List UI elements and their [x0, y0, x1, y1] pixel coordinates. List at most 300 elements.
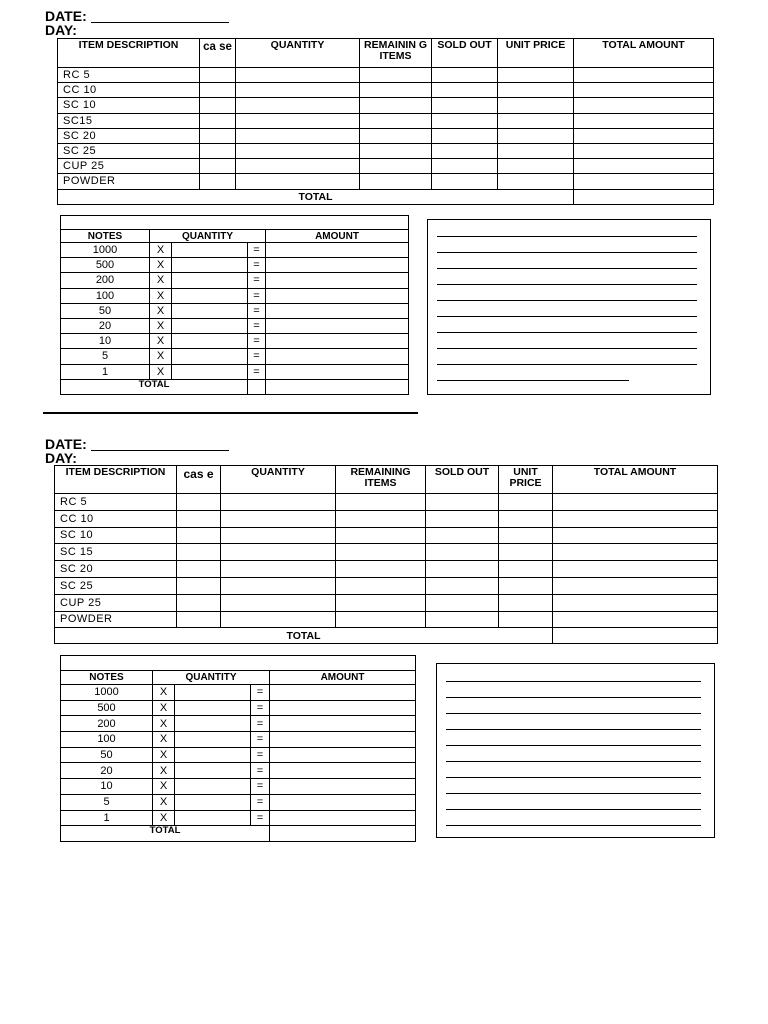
unit-price-cell[interactable]: [498, 98, 574, 113]
note-quantity-cell[interactable]: [172, 334, 248, 349]
total-amount-cell[interactable]: [574, 128, 714, 143]
table-row: [58, 128, 714, 143]
date-field-2[interactable]: [45, 437, 229, 451]
sold-out-cell[interactable]: [426, 611, 499, 628]
note-denomination: 100: [61, 732, 153, 748]
item-description-cell: CUP 25: [55, 594, 177, 611]
quantity-cell[interactable]: [221, 561, 336, 578]
case-cell[interactable]: [200, 68, 236, 83]
table-row: [55, 561, 718, 578]
total-amount-cell[interactable]: [574, 113, 714, 128]
times-sign: X: [153, 716, 175, 732]
table-row: [61, 810, 416, 826]
quantity-cell[interactable]: [221, 594, 336, 611]
note-denomination: 1000: [61, 685, 153, 701]
total-amount-cell[interactable]: [574, 159, 714, 174]
memo-box-1[interactable]: [427, 219, 711, 395]
memo-line: [446, 745, 701, 746]
header-unit-price: UNIT PRICE: [498, 39, 574, 68]
quantity-cell[interactable]: [236, 113, 360, 128]
case-cell[interactable]: [177, 510, 221, 527]
item-description-cell: SC 25: [58, 143, 200, 158]
header-sold-out: SOLD OUT: [426, 466, 499, 494]
quantity-cell[interactable]: [236, 143, 360, 158]
memo-line: [446, 697, 701, 698]
remaining-items-cell[interactable]: [336, 594, 426, 611]
date-label: DATE:: [45, 436, 87, 452]
table-row: [58, 174, 714, 189]
note-amount-cell[interactable]: [270, 763, 416, 779]
memo-line: [437, 316, 697, 317]
header-case: ca se: [200, 39, 236, 68]
times-sign: X: [150, 258, 172, 273]
remaining-items-cell[interactable]: [336, 561, 426, 578]
notes-table-1: [60, 215, 409, 395]
notes-total-cell[interactable]: [270, 826, 416, 842]
quantity-cell[interactable]: [221, 577, 336, 594]
memo-line: [437, 380, 629, 381]
table-row: [55, 527, 718, 544]
note-amount-cell[interactable]: [270, 716, 416, 732]
note-denomination: 50: [61, 747, 153, 763]
item-description-cell: SC 20: [58, 128, 200, 143]
unit-price-cell[interactable]: [499, 611, 553, 628]
memo-line: [437, 348, 697, 349]
equals-sign: =: [251, 732, 270, 748]
notes-blank-row: [61, 656, 416, 671]
quantity-cell[interactable]: [221, 611, 336, 628]
total-amount-cell[interactable]: [553, 577, 718, 594]
items-header-row: [55, 466, 718, 494]
times-sign: X: [153, 700, 175, 716]
table-row: [58, 113, 714, 128]
sold-out-cell[interactable]: [426, 561, 499, 578]
unit-price-cell[interactable]: [498, 174, 574, 189]
note-quantity-cell[interactable]: [175, 763, 251, 779]
equals-sign: =: [248, 334, 266, 349]
table-row: [61, 364, 409, 379]
note-quantity-cell[interactable]: [175, 685, 251, 701]
date-blank[interactable]: [91, 438, 229, 451]
sold-out-cell[interactable]: [432, 174, 498, 189]
unit-price-cell[interactable]: [499, 594, 553, 611]
item-description-cell: CUP 25: [58, 159, 200, 174]
memo-line: [446, 777, 701, 778]
times-sign: X: [150, 288, 172, 303]
remaining-items-cell[interactable]: [336, 611, 426, 628]
table-row: [55, 510, 718, 527]
equals-sign: =: [251, 810, 270, 826]
remaining-items-cell[interactable]: [336, 577, 426, 594]
table-row: [61, 349, 409, 364]
memo-line: [446, 793, 701, 794]
table-row: [61, 716, 416, 732]
table-row: [61, 288, 409, 303]
note-quantity-cell[interactable]: [175, 716, 251, 732]
times-sign: X: [150, 364, 172, 379]
table-row: [58, 98, 714, 113]
remaining-items-cell[interactable]: [360, 143, 432, 158]
remaining-items-cell[interactable]: [360, 113, 432, 128]
case-cell[interactable]: [200, 174, 236, 189]
note-amount-cell[interactable]: [266, 258, 409, 273]
item-description-cell: SC 20: [55, 561, 177, 578]
day-label: DAY:: [45, 22, 77, 38]
note-quantity-cell[interactable]: [172, 303, 248, 318]
equals-sign: =: [248, 258, 266, 273]
item-description-cell: RC 5: [55, 494, 177, 511]
case-cell[interactable]: [200, 159, 236, 174]
table-row: [55, 611, 718, 628]
unit-price-cell[interactable]: [498, 159, 574, 174]
total-amount-cell[interactable]: [553, 544, 718, 561]
total-amount-cell[interactable]: [553, 527, 718, 544]
case-cell[interactable]: [177, 561, 221, 578]
case-cell[interactable]: [200, 143, 236, 158]
times-sign: X: [153, 810, 175, 826]
note-denomination: 500: [61, 700, 153, 716]
note-amount-cell[interactable]: [266, 243, 409, 258]
table-row: [55, 594, 718, 611]
item-description-cell: POWDER: [55, 611, 177, 628]
remaining-items-cell[interactable]: [360, 128, 432, 143]
total-amount-cell[interactable]: [553, 510, 718, 527]
note-amount-cell[interactable]: [270, 779, 416, 795]
note-amount-cell[interactable]: [270, 700, 416, 716]
item-description-cell: SC 10: [58, 98, 200, 113]
unit-price-cell[interactable]: [498, 83, 574, 98]
sold-out-cell[interactable]: [426, 510, 499, 527]
remaining-items-cell[interactable]: [360, 174, 432, 189]
note-quantity-cell[interactable]: [175, 732, 251, 748]
note-amount-cell[interactable]: [270, 732, 416, 748]
header-item-description: ITEM DESCRIPTION: [55, 466, 177, 494]
items-total-label: TOTAL: [58, 189, 574, 204]
notes-table-2: [60, 655, 416, 842]
quantity-cell[interactable]: [221, 510, 336, 527]
note-amount-cell[interactable]: [266, 288, 409, 303]
unit-price-cell[interactable]: [498, 128, 574, 143]
total-amount-cell[interactable]: [574, 98, 714, 113]
unit-price-cell[interactable]: [498, 113, 574, 128]
note-quantity-cell[interactable]: [175, 794, 251, 810]
case-cell[interactable]: [200, 83, 236, 98]
sold-out-cell[interactable]: [426, 577, 499, 594]
times-sign: X: [150, 303, 172, 318]
notes-total-row: [61, 826, 416, 842]
header-item-description: ITEM DESCRIPTION: [58, 39, 200, 68]
note-denomination: 1: [61, 810, 153, 826]
header-notes-quantity: QUANTITY: [150, 230, 266, 243]
items-table-1: [57, 38, 714, 205]
date-field-1[interactable]: [45, 9, 229, 23]
quantity-cell[interactable]: [236, 68, 360, 83]
note-amount-cell[interactable]: [270, 794, 416, 810]
note-denomination: 20: [61, 763, 153, 779]
table-row: [55, 494, 718, 511]
remaining-items-cell[interactable]: [336, 544, 426, 561]
times-sign: X: [153, 763, 175, 779]
note-quantity-cell[interactable]: [172, 318, 248, 333]
memo-line: [437, 300, 697, 301]
memo-line: [446, 729, 701, 730]
item-description-cell: SC 25: [55, 577, 177, 594]
times-sign: X: [150, 243, 172, 258]
table-row: [58, 83, 714, 98]
header-remaining-items: REMAINING ITEMS: [336, 466, 426, 494]
quantity-cell[interactable]: [236, 174, 360, 189]
note-denomination: 200: [61, 273, 150, 288]
case-cell[interactable]: [177, 494, 221, 511]
table-row: [61, 747, 416, 763]
header-notes-amount: AMOUNT: [266, 230, 409, 243]
item-description-cell: SC 15: [55, 544, 177, 561]
header-remaining-items: REMAININ G ITEMS: [360, 39, 432, 68]
remaining-items-cell[interactable]: [360, 83, 432, 98]
memo-line: [437, 252, 697, 253]
case-cell[interactable]: [177, 527, 221, 544]
times-sign: X: [150, 273, 172, 288]
notes-header-row: [61, 230, 409, 243]
equals-sign: =: [251, 779, 270, 795]
total-amount-cell[interactable]: [574, 143, 714, 158]
memo-line: [437, 364, 697, 365]
table-row: [58, 143, 714, 158]
memo-line: [446, 761, 701, 762]
note-quantity-cell[interactable]: [172, 258, 248, 273]
header-sold-out: SOLD OUT: [432, 39, 498, 68]
table-row: [61, 779, 416, 795]
case-cell[interactable]: [177, 577, 221, 594]
item-description-cell: SC 10: [55, 527, 177, 544]
note-denomination: 100: [61, 288, 150, 303]
note-quantity-cell[interactable]: [172, 349, 248, 364]
memo-box-2[interactable]: [436, 663, 715, 838]
unit-price-cell[interactable]: [499, 561, 553, 578]
equals-sign: =: [248, 318, 266, 333]
sold-out-cell[interactable]: [432, 113, 498, 128]
times-sign: X: [153, 685, 175, 701]
item-description-cell: POWDER: [58, 174, 200, 189]
times-sign: X: [150, 334, 172, 349]
section-divider: [43, 412, 418, 414]
sold-out-cell[interactable]: [432, 159, 498, 174]
memo-line: [437, 268, 697, 269]
remaining-items-cell[interactable]: [360, 68, 432, 83]
sold-out-cell[interactable]: [432, 83, 498, 98]
table-row: [61, 700, 416, 716]
header-total-amount: TOTAL AMOUNT: [574, 39, 714, 68]
sold-out-cell[interactable]: [432, 128, 498, 143]
header-notes: NOTES: [61, 671, 153, 685]
equals-sign: =: [251, 747, 270, 763]
sold-out-cell[interactable]: [426, 544, 499, 561]
table-row: [61, 318, 409, 333]
unit-price-cell[interactable]: [499, 544, 553, 561]
unit-price-cell[interactable]: [498, 68, 574, 83]
case-cell[interactable]: [177, 611, 221, 628]
date-label: DATE:: [45, 8, 87, 24]
equals-sign: =: [251, 794, 270, 810]
table-row: [61, 794, 416, 810]
table-row: [61, 763, 416, 779]
quantity-cell[interactable]: [236, 98, 360, 113]
note-denomination: 1000: [61, 243, 150, 258]
item-description-cell: RC 5: [58, 68, 200, 83]
unit-price-cell[interactable]: [498, 143, 574, 158]
equals-sign: =: [248, 349, 266, 364]
remaining-items-cell[interactable]: [360, 98, 432, 113]
total-amount-cell[interactable]: [553, 494, 718, 511]
notes-total-label: TOTAL: [61, 379, 248, 394]
note-denomination: 10: [61, 334, 150, 349]
item-description-cell: CC 10: [58, 83, 200, 98]
item-description-cell: SC15: [58, 113, 200, 128]
total-amount-cell[interactable]: [553, 561, 718, 578]
items-total-row: [55, 628, 718, 644]
notes-total-row: [61, 379, 409, 394]
sold-out-cell[interactable]: [432, 98, 498, 113]
quantity-cell[interactable]: [221, 527, 336, 544]
table-row: [61, 303, 409, 318]
case-cell[interactable]: [200, 98, 236, 113]
note-denomination: 1: [61, 364, 150, 379]
times-sign: X: [153, 747, 175, 763]
note-amount-cell[interactable]: [270, 810, 416, 826]
note-denomination: 200: [61, 716, 153, 732]
times-sign: X: [153, 794, 175, 810]
total-amount-cell[interactable]: [574, 83, 714, 98]
quantity-cell[interactable]: [221, 544, 336, 561]
header-quantity: QUANTITY: [236, 39, 360, 68]
note-denomination: 5: [61, 794, 153, 810]
times-sign: X: [153, 732, 175, 748]
sold-out-cell[interactable]: [426, 494, 499, 511]
table-row: [58, 159, 714, 174]
items-table-2: [54, 465, 718, 644]
quantity-cell[interactable]: [236, 128, 360, 143]
equals-sign: =: [248, 364, 266, 379]
note-denomination: 5: [61, 349, 150, 364]
items-header-row: [58, 39, 714, 68]
sold-out-cell[interactable]: [432, 143, 498, 158]
header-case: cas e: [177, 466, 221, 494]
header-unit-price: UNIT PRICE: [499, 466, 553, 494]
note-amount-cell[interactable]: [266, 334, 409, 349]
quantity-cell[interactable]: [236, 159, 360, 174]
notes-total-cell[interactable]: [266, 379, 409, 394]
table-row: [61, 685, 416, 701]
note-amount-cell[interactable]: [270, 747, 416, 763]
total-amount-cell[interactable]: [574, 174, 714, 189]
note-amount-cell[interactable]: [266, 318, 409, 333]
memo-line: [446, 825, 701, 826]
remaining-items-cell[interactable]: [336, 494, 426, 511]
notes-header-row: [61, 671, 416, 685]
item-description-cell: CC 10: [55, 510, 177, 527]
equals-sign: =: [248, 303, 266, 318]
remaining-items-cell[interactable]: [336, 510, 426, 527]
note-quantity-cell[interactable]: [172, 364, 248, 379]
equals-sign: =: [248, 273, 266, 288]
header-notes-quantity: QUANTITY: [153, 671, 270, 685]
equals-sign: =: [248, 288, 266, 303]
memo-line: [437, 332, 697, 333]
note-amount-cell[interactable]: [266, 273, 409, 288]
items-total-cell[interactable]: [574, 189, 714, 204]
remaining-items-cell[interactable]: [360, 159, 432, 174]
equals-sign: =: [248, 243, 266, 258]
memo-line: [437, 236, 697, 237]
quantity-cell[interactable]: [221, 494, 336, 511]
memo-line: [446, 681, 701, 682]
unit-price-cell[interactable]: [499, 510, 553, 527]
note-quantity-cell[interactable]: [175, 747, 251, 763]
note-quantity-cell[interactable]: [175, 700, 251, 716]
remaining-items-cell[interactable]: [336, 527, 426, 544]
unit-price-cell[interactable]: [499, 527, 553, 544]
table-row: [61, 732, 416, 748]
memo-line: [446, 713, 701, 714]
total-amount-cell[interactable]: [574, 68, 714, 83]
sold-out-cell[interactable]: [426, 594, 499, 611]
case-cell[interactable]: [177, 594, 221, 611]
unit-price-cell[interactable]: [499, 577, 553, 594]
header-notes: NOTES: [61, 230, 150, 243]
note-amount-cell[interactable]: [266, 349, 409, 364]
note-amount-cell[interactable]: [270, 685, 416, 701]
table-row: [61, 334, 409, 349]
case-cell[interactable]: [200, 128, 236, 143]
case-cell[interactable]: [200, 113, 236, 128]
note-quantity-cell[interactable]: [172, 243, 248, 258]
notes-total-label: TOTAL: [61, 826, 270, 842]
notes-blank-row: [61, 216, 409, 230]
note-amount-cell[interactable]: [266, 364, 409, 379]
items-total-cell[interactable]: [553, 628, 718, 644]
table-row: [61, 273, 409, 288]
case-cell[interactable]: [177, 544, 221, 561]
items-total-label: TOTAL: [55, 628, 553, 644]
table-row: [58, 68, 714, 83]
note-quantity-cell[interactable]: [172, 288, 248, 303]
memo-line: [446, 809, 701, 810]
quantity-cell[interactable]: [236, 83, 360, 98]
sold-out-cell[interactable]: [432, 68, 498, 83]
header-quantity: QUANTITY: [221, 466, 336, 494]
note-denomination: 10: [61, 779, 153, 795]
note-denomination: 20: [61, 318, 150, 333]
note-amount-cell[interactable]: [266, 303, 409, 318]
total-amount-cell[interactable]: [553, 611, 718, 628]
items-total-row: [58, 189, 714, 204]
table-row: [55, 544, 718, 561]
times-sign: X: [150, 349, 172, 364]
table-row: [61, 258, 409, 273]
equals-sign: =: [251, 716, 270, 732]
unit-price-cell[interactable]: [499, 494, 553, 511]
note-quantity-cell[interactable]: [175, 779, 251, 795]
equals-sign: =: [251, 685, 270, 701]
total-amount-cell[interactable]: [553, 594, 718, 611]
note-quantity-cell[interactable]: [175, 810, 251, 826]
header-total-amount: TOTAL AMOUNT: [553, 466, 718, 494]
sold-out-cell[interactable]: [426, 527, 499, 544]
note-quantity-cell[interactable]: [172, 273, 248, 288]
date-blank[interactable]: [91, 10, 229, 23]
header-notes-amount: AMOUNT: [270, 671, 416, 685]
note-denomination: 500: [61, 258, 150, 273]
